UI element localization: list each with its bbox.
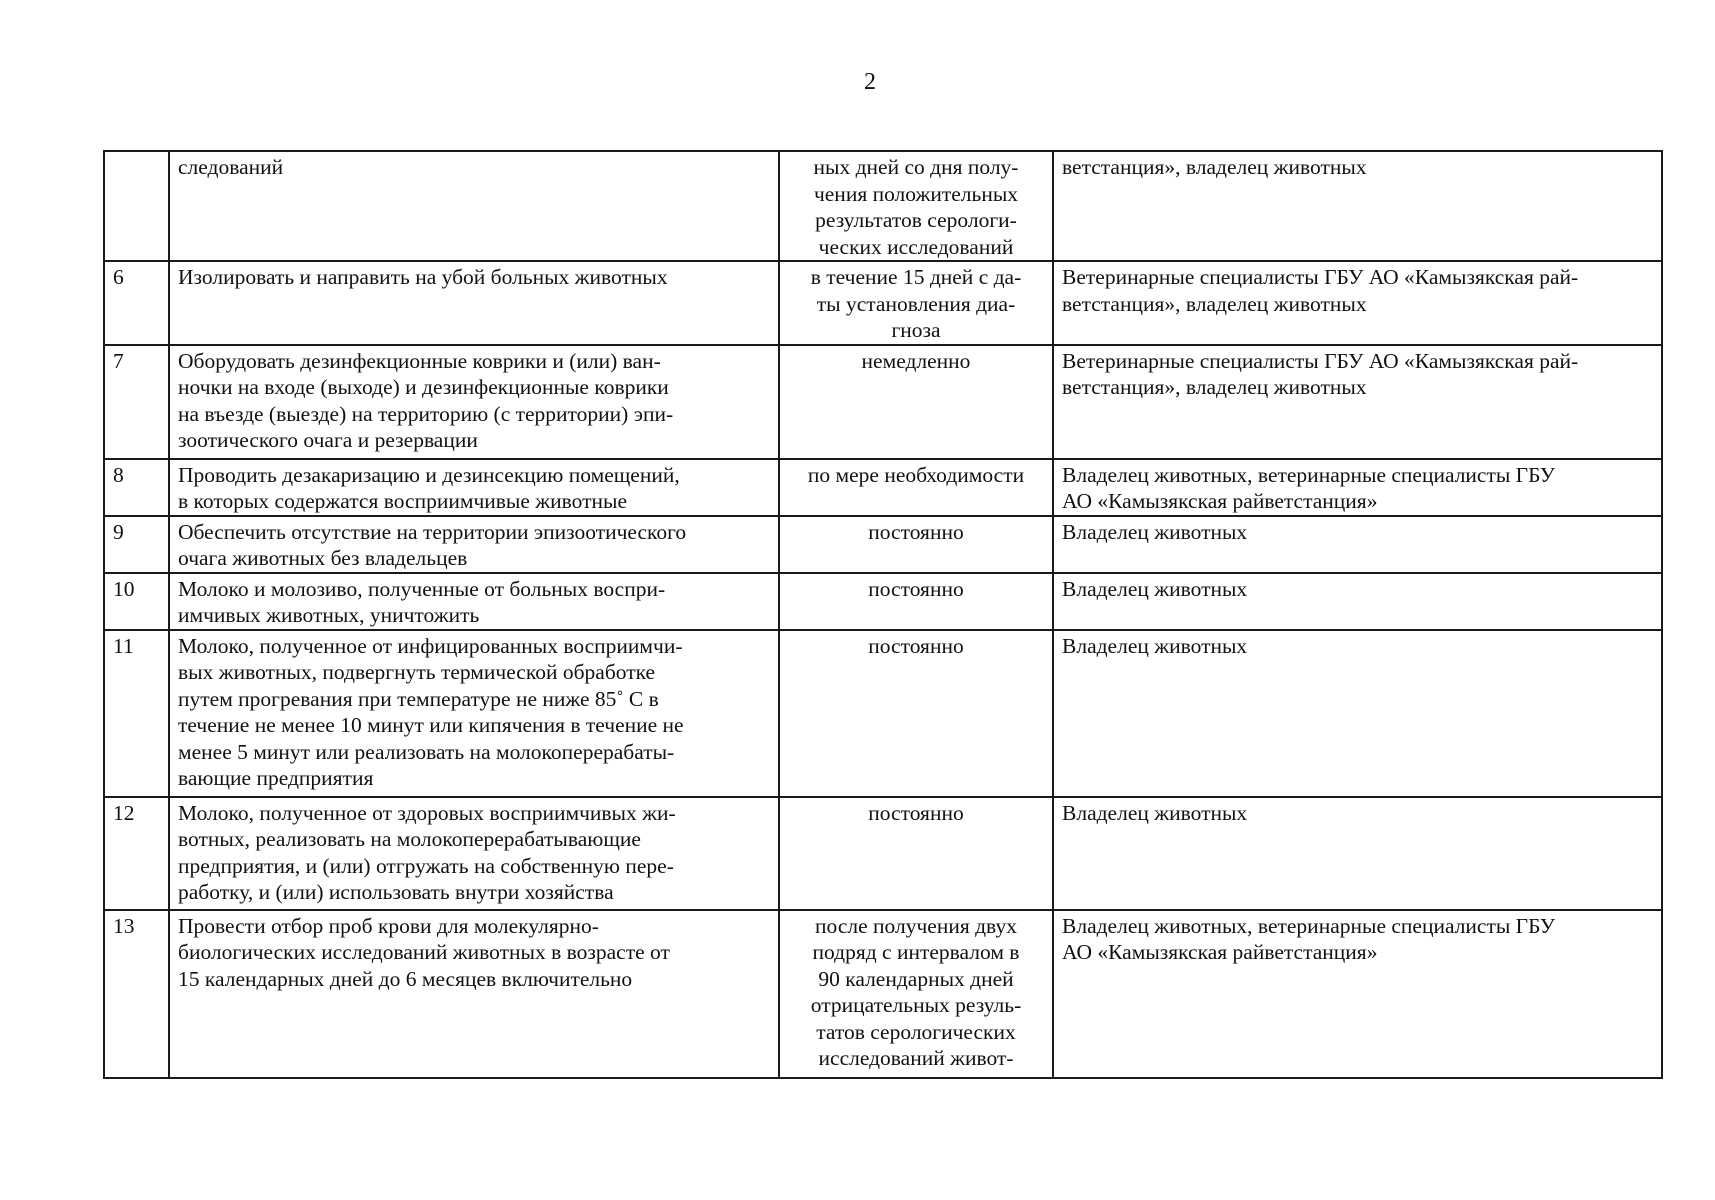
action-cell: [169, 516, 779, 573]
row-number-cell: [104, 345, 169, 459]
row-number: 7: [113, 348, 124, 373]
term-cell: [779, 261, 1053, 345]
action-text: следований: [178, 155, 284, 179]
row-number: 10: [113, 576, 135, 601]
action-cell: [169, 345, 779, 459]
responsible-text: ветстанция», владелец животных: [1062, 155, 1367, 179]
term-text: по мере необходимости: [807, 462, 1025, 487]
row-number: 9: [113, 519, 124, 544]
responsible-cell: [1053, 630, 1662, 797]
action-cell: [169, 459, 779, 516]
page-number: 2: [864, 69, 876, 95]
action-text: Провести отбор проб крови для молекулярно- биологических исследований животных в возрасте от 15 календарных дней до 6 месяцев включительно: [178, 913, 670, 991]
responsible-text: Владелец животных: [1062, 576, 1248, 601]
action-cell: [169, 910, 779, 1078]
action-text: Изолировать и направить на убой больных животных: [178, 265, 668, 289]
responsible-text: Владелец животных: [1062, 519, 1248, 544]
measures-table: [103, 150, 1663, 1079]
responsible-text: Ветеринарные специалисты ГБУ АО «Камызякская рай- ветстанция», владелец животных: [1062, 265, 1579, 316]
row-number-cell: [104, 516, 169, 573]
action-text: Молоко, полученное от здоровых восприимчивых жи- вотных, реализовать на молокоперерабатывающие предприятия, и (или) отгружать на собственную пере- работку, и (или) использовать внутри хозяйства: [178, 800, 676, 904]
row-number-cell: [104, 151, 169, 261]
responsible-cell: [1053, 261, 1662, 345]
action-cell: [169, 151, 779, 261]
responsible-cell: [1053, 516, 1662, 573]
table-row: [104, 516, 1662, 573]
responsible-cell: [1053, 459, 1662, 516]
action-text: Оборудовать дезинфекционные коврики и (или) ван- ночки на входе (выходе) и дезинфекционные коврики на въезде (выезде) на территорию (с территории) эпи- зоотического очага и резервации: [178, 348, 674, 452]
action-text: Молоко, полученное от инфицированных восприимчи- вых животных, подвергнуть термической обработке путем прогревания при температуре не ниже 85˚ С в течение не менее 10 минут или кипячения в течение не менее 5 минут или реализовать на молокоперерабаты- вающие предприятия: [178, 633, 684, 790]
table-row: [104, 910, 1662, 1078]
responsible-text: Владелец животных: [1062, 800, 1248, 825]
row-number-cell: [104, 630, 169, 797]
row-number-cell: [104, 910, 169, 1078]
term-cell: [779, 630, 1053, 797]
row-number: 13: [113, 913, 135, 938]
action-cell: [169, 630, 779, 797]
row-number-cell: [104, 573, 169, 630]
row-number: 11: [113, 633, 134, 658]
table-row: [104, 797, 1662, 910]
term-text: постоянно: [868, 633, 964, 658]
table-row: [104, 459, 1662, 516]
term-cell: [779, 516, 1053, 573]
term-cell: [779, 797, 1053, 910]
responsible-cell: [1053, 573, 1662, 630]
term-text: постоянно: [868, 800, 964, 825]
term-cell: [779, 573, 1053, 630]
responsible-text: Ветеринарные специалисты ГБУ АО «Камызякская рай- ветстанция», владелец животных: [1062, 348, 1579, 399]
action-cell: [169, 261, 779, 345]
term-cell: [779, 151, 1053, 261]
responsible-text: Владелец животных: [1062, 633, 1248, 658]
action-text: Молоко и молозиво, полученные от больных воспри- имчивых животных, уничтожить: [178, 576, 666, 627]
action-text: Обеспечить отсутствие на территории эпизоотического очага животных без владельцев: [178, 519, 687, 570]
term-cell: [779, 910, 1053, 1078]
table-row: [104, 630, 1662, 797]
term-text: немедленно: [861, 348, 971, 373]
row-number-cell: [104, 797, 169, 910]
row-number-cell: [104, 459, 169, 516]
term-cell: [779, 459, 1053, 516]
responsible-text: Владелец животных, ветеринарные специалисты ГБУ АО «Камызякская райветстанция»: [1062, 913, 1555, 964]
table-row: [104, 261, 1662, 345]
table-row: [104, 573, 1662, 630]
term-text: постоянно: [868, 519, 964, 544]
responsible-cell: [1053, 151, 1662, 261]
term-text: постоянно: [868, 576, 964, 601]
action-cell: [169, 797, 779, 910]
responsible-cell: [1053, 910, 1662, 1078]
table-row: [104, 151, 1662, 261]
action-text: Проводить дезакаризацию и дезинсекцию помещений, в которых содержатся восприимчивые животные: [178, 462, 680, 513]
responsible-cell: [1053, 797, 1662, 910]
row-number: 6: [113, 265, 124, 289]
row-number: 12: [113, 800, 135, 825]
term-text: ных дней со дня полу- чения положительных результатов серологи- ческих исследований: [813, 155, 1019, 259]
term-cell: [779, 345, 1053, 459]
term-text: после получения двух подряд с интервалом в 90 календарных дней отрицательных резуль- татов серологических исследований живот-: [810, 913, 1022, 1070]
row-number: 8: [113, 462, 124, 487]
table-row: [104, 345, 1662, 459]
responsible-text: Владелец животных, ветеринарные специалисты ГБУ АО «Камызякская райветстанция»: [1062, 462, 1555, 513]
responsible-cell: [1053, 345, 1662, 459]
term-text: в течение 15 дней с да- ты установления диа- гноза: [810, 265, 1022, 342]
action-cell: [169, 573, 779, 630]
measures-table-container: [103, 150, 1661, 1079]
row-number-cell: [104, 261, 169, 345]
